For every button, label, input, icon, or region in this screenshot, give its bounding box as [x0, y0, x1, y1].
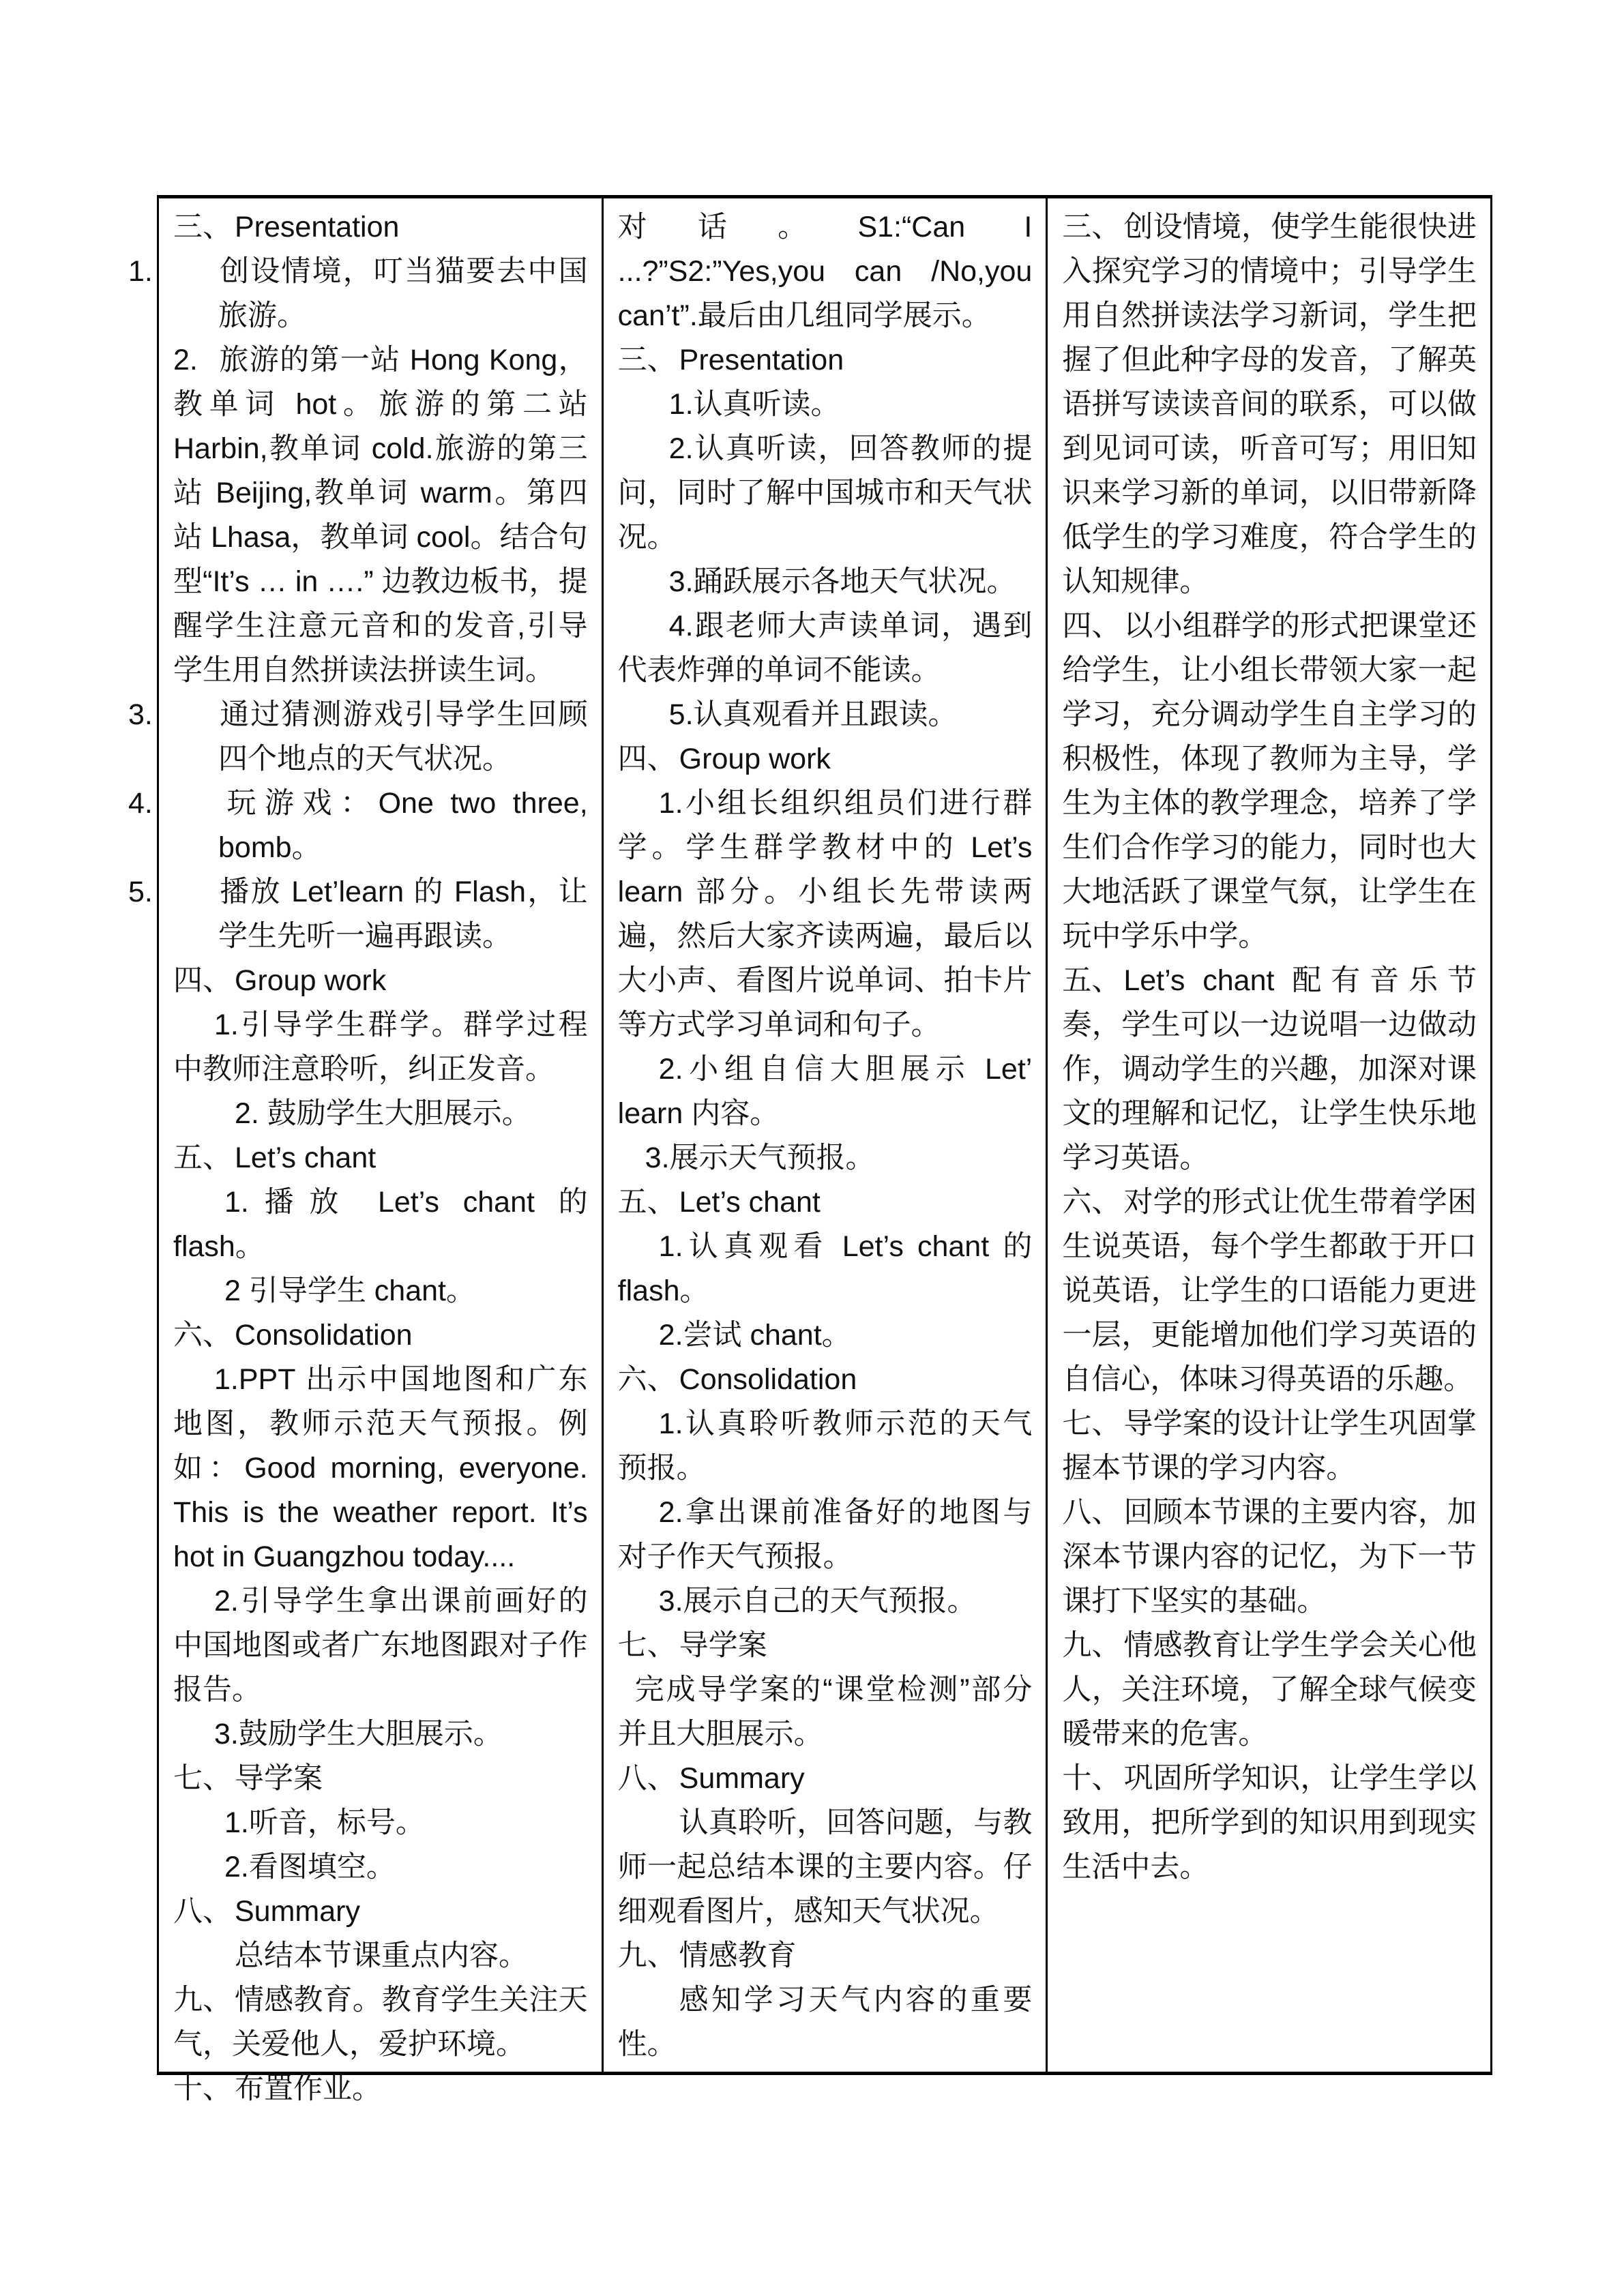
paragraph-text: 4.跟老师大声读单词，遇到代表炸弹的单词不能读。 — [617, 610, 1033, 687]
paragraph — [173, 1180, 588, 1269]
paragraph — [618, 693, 1033, 737]
paragraph — [173, 1579, 588, 1712]
paragraph — [618, 1668, 1033, 1757]
list-marker: 四、 — [617, 743, 677, 775]
list-marker: 三、 — [617, 344, 677, 376]
paragraph-text: 1.小组长组织组员们进行群学。学生群学教材中的 Let’s learn 部分。小组长先带读两遍，然后大家齐读两遍，最后以大小声、看图片说单词、拍卡片等方式学习单词和句子。 — [617, 787, 1033, 1041]
paragraph — [173, 1934, 588, 1978]
list-marker: 十、 — [1062, 1762, 1121, 1795]
paragraph-text: 1.认真聆听教师示范的天气预报。 — [617, 1407, 1033, 1485]
lesson-plan-table — [128, 195, 1492, 2105]
paragraph — [173, 2067, 588, 2111]
paragraph-text: Presentation — [235, 211, 400, 243]
list-marker: 1. — [128, 255, 153, 288]
paragraph-text: 布置作业。 — [235, 2072, 381, 2105]
paragraph-text: 玩游戏：One two three, bomb。 — [218, 787, 588, 864]
paragraph-text: 创设情境，叮当猫要去中国旅游。 — [218, 255, 588, 332]
paragraph — [173, 338, 588, 693]
list-marker: 八、 — [1062, 1496, 1121, 1529]
paragraph-text: Consolidation — [235, 1319, 413, 1352]
paragraph — [618, 1225, 1033, 1313]
paragraph — [173, 1003, 588, 1092]
paragraph-text: Summary — [235, 1895, 360, 1928]
paragraph-text: Let’s chant — [235, 1142, 377, 1174]
paragraph-text: 创设情境，使学生能很快进入探究学习的情境中；引导学生用自然拼读法学习新词，学生把握了但此种字母的发音，了解英语拼写读读音间的联系，可以做到见词可读，听音可写；用旧知识来学习新的单词，以旧带新降低学生的学习难度，符合学生的认知规律。 — [1062, 211, 1477, 598]
paragraph — [173, 1712, 588, 1757]
paragraph-text: 情感教育让学生学会关心他人，关注环境，了解全球气候变暖带来的危害。 — [1062, 1629, 1477, 1750]
paragraph-text: 5.认真观看并且跟读。 — [668, 698, 958, 731]
paragraph — [173, 1358, 588, 1579]
list-marker: 五、 — [1062, 964, 1121, 997]
list-marker: 4. — [128, 787, 153, 820]
list-marker: 2. — [173, 344, 198, 376]
paragraph-text: 导学案的设计让学生巩固掌握本节课的学习内容。 — [1062, 1407, 1477, 1485]
paragraph — [173, 1136, 588, 1180]
paragraph-text: 1.PPT 出示中国地图和广东地图，教师示范天气预报。例如：Good morning, everyone. This is the weather report. It’s hot in Guangzhou today.... — [173, 1363, 588, 1573]
paragraph — [1062, 604, 1477, 959]
paragraph-text: 巩固所学知识，让学生学以致用，把所学到的知识用到现实生活中去。 — [1062, 1762, 1477, 1883]
list-marker: 四、 — [1062, 610, 1121, 642]
paragraph-text: 导学案 — [679, 1629, 767, 1662]
paragraph — [618, 1358, 1033, 1402]
list-marker: 三、 — [1062, 211, 1121, 243]
list-marker: 五、 — [617, 1186, 677, 1219]
paragraph — [618, 1624, 1033, 1668]
paragraph — [618, 604, 1033, 693]
paragraph — [618, 560, 1033, 604]
paragraph — [173, 1092, 588, 1136]
paragraph-text: 对学的形式让优生带着学困生说英语，每个学生都敢于开口说英语，让学生的口语能力更进一层，更能增加他们学习英语的自信心，体味习得英语的乐趣。 — [1062, 1186, 1477, 1396]
paragraph-text: 2.尝试 chant。 — [658, 1319, 851, 1352]
paragraph — [128, 250, 588, 338]
paragraph-text: 认真聆听，回答问题，与教师一起总结本课的主要内容。仔细观看图片，感知天气状况。 — [617, 1806, 1033, 1928]
paragraph-text: Group work — [679, 743, 831, 775]
paragraph — [173, 1313, 588, 1358]
list-marker: 5. — [128, 876, 153, 908]
paragraph-text: 导学案 — [235, 1762, 323, 1795]
paragraph-text: 3.展示自己的天气预报。 — [658, 1585, 977, 1617]
paragraph — [618, 1978, 1033, 2067]
paragraph-text: 2.拿出课前准备好的地图与对子作天气预报。 — [617, 1496, 1033, 1573]
paragraph — [618, 781, 1033, 1047]
paragraph-text: 总结本节课重点内容。 — [235, 1939, 528, 1972]
paragraph — [1062, 1757, 1477, 1890]
paragraph — [618, 1579, 1033, 1624]
paragraph-text: 以小组群学的形式把课堂还给学生，让小组长带领大家一起学习，充分调动学生自主学习的积极性，体现了教师为主导，学生为主体的教学理念，培养了学生们合作学习的能力，同时也大大地活跃了课堂气氛，让学生在玩中学乐中学。 — [1062, 610, 1477, 953]
paragraph — [618, 383, 1033, 427]
paragraph — [618, 1491, 1033, 1579]
list-marker: 四、 — [173, 964, 232, 997]
table-cell-teacher-activities — [128, 198, 602, 2105]
paragraph — [128, 693, 588, 781]
paragraph — [173, 1978, 588, 2067]
paragraph — [618, 1180, 1033, 1225]
list-marker: 六、 — [617, 1363, 677, 1396]
paragraph-text: 3.展示天气预报。 — [645, 1142, 875, 1174]
list-marker: 五、 — [173, 1142, 232, 1174]
paragraph — [1062, 1180, 1477, 1402]
paragraph — [618, 205, 1033, 338]
list-marker: 九、 — [1062, 1629, 1121, 1662]
paragraph-text: 2. 鼓励学生大胆展示。 — [235, 1097, 531, 1130]
paragraph-text: Summary — [679, 1762, 805, 1795]
paragraph-text: 3.鼓励学生大胆展示。 — [214, 1718, 503, 1750]
paragraph — [618, 338, 1033, 383]
paragraph-text: 播放 Let’learn 的 Flash，让学生先听一遍再跟读。 — [218, 876, 588, 953]
paragraph-text: 旅游的第一站 Hong Kong，教单词 hot。旅游的第二站 Harbin,教单词 cold.旅游的第三站 Beijing,教单词 warm。第四站 Lhasa，教单词 cool。结合句型“It’s … in ….” 边教边板书，提醒学生注意元音和的发音,引导学生用自然拼读法拼读生词。 — [173, 344, 588, 687]
list-marker: 三、 — [173, 211, 232, 243]
paragraph-text: 对话。S1:“Can I ...?”S2:”Yes,you can /No,you can’t”.最后由几组同学展示。 — [617, 211, 1033, 332]
list-marker: 九、 — [617, 1939, 677, 1972]
paragraph — [618, 1047, 1033, 1136]
table-cell-design-intent — [1046, 198, 1490, 2072]
paragraph — [173, 1890, 588, 1934]
paragraph — [1062, 1491, 1477, 1624]
paragraph — [618, 1757, 1033, 1801]
paragraph-text: 2.看图填空。 — [224, 1851, 396, 1883]
paragraph-text: Group work — [235, 964, 387, 997]
paragraph — [128, 870, 588, 959]
paragraph-text: 通过猜测游戏引导学生回顾四个地点的天气状况。 — [218, 698, 588, 775]
list-marker: 九、 — [173, 1984, 232, 2016]
table-cell-student-activities — [602, 198, 1046, 2072]
paragraph — [618, 1801, 1033, 1934]
paragraph-text: 1.播放 Let’s chant 的 flash。 — [173, 1186, 588, 1263]
list-marker: 六、 — [1062, 1186, 1121, 1219]
paragraph — [173, 1801, 588, 1845]
paragraph — [173, 1269, 588, 1313]
paragraph-text: 感知学习天气内容的重要性。 — [617, 1984, 1033, 2061]
paragraph-text: 2.引导学生拿出课前画好的中国地图或者广东地图跟对子作报告。 — [173, 1585, 588, 1706]
paragraph-text: 完成导学案的“课堂检测”部分并且大胆展示。 — [617, 1673, 1033, 1750]
paragraph-text: 1.听音，标号。 — [224, 1806, 425, 1839]
paragraph — [618, 1313, 1033, 1358]
paragraph — [618, 1136, 1033, 1180]
paragraph — [173, 959, 588, 1003]
paragraph-text: 情感教育。教育学生关注天气，关爱他人，爱护环境。 — [173, 1984, 588, 2061]
paragraph-text: 2 引导学生 chant。 — [224, 1274, 475, 1307]
paragraph-text: 情感教育 — [679, 1939, 797, 1972]
paragraph — [618, 427, 1033, 560]
paragraph — [173, 205, 588, 250]
paragraph — [618, 1934, 1033, 1978]
list-marker: 六、 — [173, 1319, 232, 1352]
paragraph — [173, 1757, 588, 1801]
list-marker: 七、 — [173, 1762, 232, 1795]
paragraph — [1062, 959, 1477, 1180]
paragraph-text: Let’s chant — [679, 1186, 821, 1219]
paragraph — [1062, 205, 1477, 604]
paragraph-text: 1.引导学生群学。群学过程中教师注意聆听，纠正发音。 — [173, 1009, 588, 1086]
list-marker: 3. — [128, 698, 153, 731]
paragraph — [618, 1402, 1033, 1491]
paragraph — [128, 781, 588, 870]
paragraph-text: Let’s chant 配有音乐节奏，学生可以一边说唱一边做动作，调动学生的兴趣，加深对课文的理解和记忆，让学生快乐地学习英语。 — [1062, 964, 1477, 1174]
list-marker: 十、 — [173, 2072, 232, 2105]
list-marker: 七、 — [1062, 1407, 1121, 1440]
paragraph — [1062, 1624, 1477, 1757]
list-marker: 七、 — [617, 1629, 677, 1662]
paragraph-text: 2.认真听读，回答教师的提问，同时了解中国城市和天气状况。 — [617, 432, 1033, 554]
paragraph-text: Consolidation — [679, 1363, 857, 1396]
paragraph-text: 3.踊跃展示各地天气状况。 — [668, 565, 1016, 598]
paragraph-text: 1.认真听读。 — [668, 388, 840, 421]
paragraph-text: Presentation — [679, 344, 844, 376]
paragraph — [618, 737, 1033, 781]
paragraph-text: 2.小组自信大胆展示 Let’ learn 内容。 — [617, 1053, 1033, 1130]
list-marker: 八、 — [173, 1895, 232, 1928]
paragraph-text: 回顾本节课的主要内容，加深本节课内容的记忆，为下一节课打下坚实的基础。 — [1062, 1496, 1477, 1617]
paragraph-text: 1.认真观看 Let’s chant 的 flash。 — [617, 1230, 1033, 1307]
paragraph — [173, 1845, 588, 1890]
list-marker: 八、 — [617, 1762, 677, 1795]
paragraph — [1062, 1402, 1477, 1491]
